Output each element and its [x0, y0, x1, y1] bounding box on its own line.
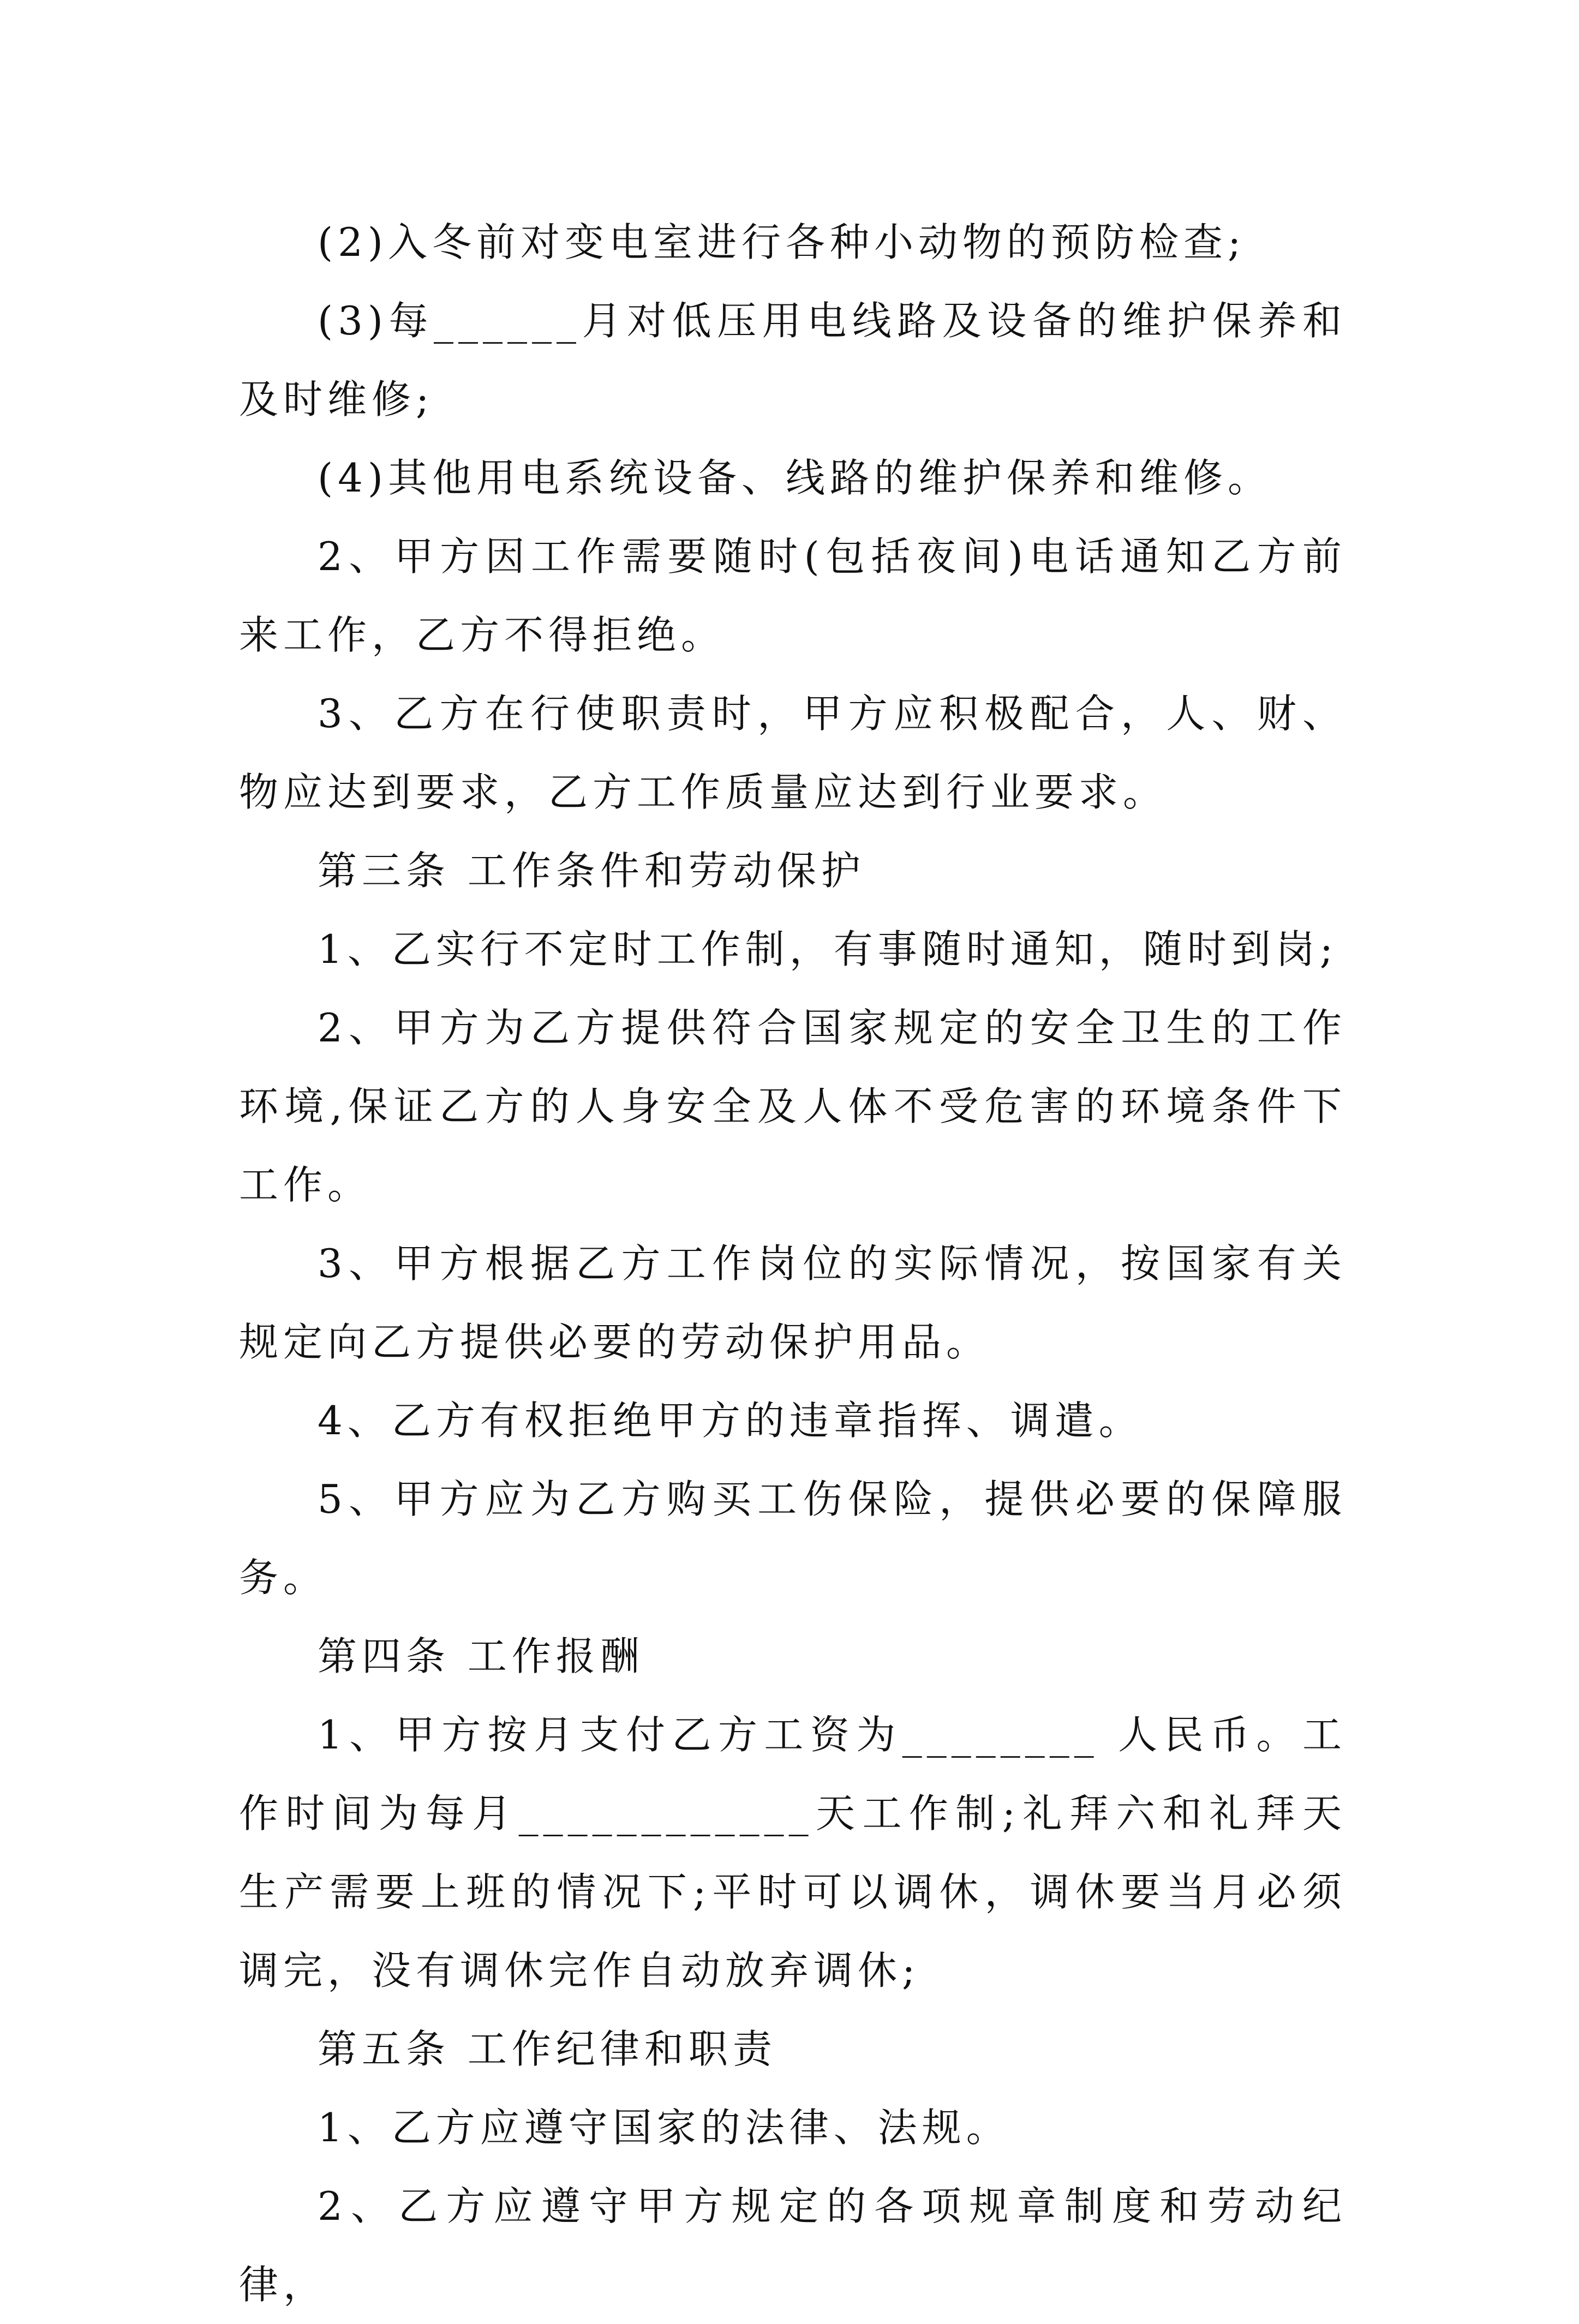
paragraph: 1、乙方应遵守国家的法律、法规。	[318, 2105, 1010, 2151]
paragraph: 2、甲方因工作需要随时(包括夜间)电话通知乙方前来工作，乙方不得拒绝。	[239, 534, 1347, 658]
paragraph: 3、乙方在行使职责时，甲方应积极配合，人、财、物应达到要求，乙方工作质量应达到行业要求。	[239, 691, 1347, 815]
paragraph: 2、乙方应遵守甲方规定的各项规章制度和劳动纪律，	[239, 2183, 1347, 2308]
section-heading: 第四条 工作报酬	[318, 1633, 644, 1679]
paragraph: (2)入冬前对变电室进行各种小动物的预防检查;	[318, 219, 1246, 265]
document-body	[239, 203, 1347, 2324]
section-heading: 第三条 工作条件和劳动保护	[318, 848, 865, 894]
paragraph: (4)其他用电系统设备、线路的维护保养和维修。	[318, 455, 1272, 501]
paragraph: 5、甲方应为乙方购买工伤保险，提供必要的保障服务。	[239, 1476, 1347, 1601]
paragraph: 1、甲方按月支付乙方工资为________ 人民币。工作时间为每月____________天工作制;礼拜六和礼拜天生产需要上班的情况下;平时可以调休，调休要当月必须调完，没有调休完作自动放弃调休;	[239, 1712, 1347, 1993]
section-heading: 第五条 工作纪律和职责	[318, 2026, 777, 2072]
paragraph: 3、甲方根据乙方工作岗位的实际情况，按国家有关规定向乙方提供必要的劳动保护用品。	[239, 1241, 1347, 1365]
paragraph: 2、甲方为乙方提供符合国家规定的安全卫生的工作环境,保证乙方的人身安全及人体不受危害的环境条件下工作。	[239, 1005, 1347, 1208]
paragraph: 4、乙方有权拒绝甲方的违章指挥、调遣。	[318, 1398, 1143, 1443]
paragraph: (3)每______月对低压用电线路及设备的维护保养和及时维修;	[239, 298, 1347, 422]
paragraph: 1、乙实行不定时工作制，有事随时通知，随时到岗;	[318, 926, 1338, 972]
